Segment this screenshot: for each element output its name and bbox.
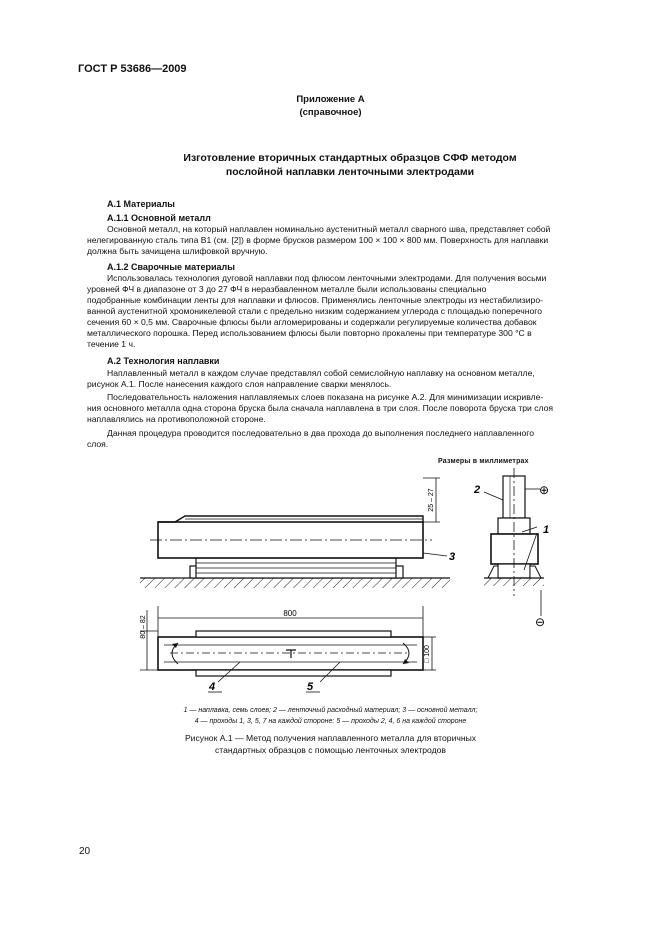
- label-4: 4: [209, 681, 216, 693]
- label-3: 3: [449, 551, 456, 563]
- end-support-right: [530, 566, 541, 578]
- dimension-length-text: 800: [283, 609, 297, 618]
- section-a11-heading: А.1.1 Основной металл: [107, 213, 211, 223]
- leader-3: [423, 553, 447, 556]
- section-a12-heading: А.1.2 Сварочные материалы: [107, 262, 235, 272]
- end-base-metal: [491, 534, 538, 564]
- text-line: ванной аустенитной хромоникелевой стали с предельно низким содержанием углерода с площадью поперечного: [87, 306, 543, 316]
- label-2: 2: [474, 484, 481, 496]
- figure-size-note: Размеры в миллиметрах: [438, 458, 529, 465]
- text-line: рисунок А.1. После нанесения каждого слоя направление сварки менялось.: [87, 379, 392, 389]
- figure-legend-line-1: 1 — наплавка, семь слоев; 2 — ленточный расходный материал; 3 — основной металл;: [183, 707, 478, 714]
- section-a1-heading: А.1 Материалы: [107, 199, 175, 209]
- text-line: Использовалась технология дуговой наплавки под флюсом ленточными электродами. Для получения восьми: [107, 273, 547, 283]
- dimension-width-text: □ 100: [424, 645, 431, 663]
- text-line: металлического порошка. Перед использованием флюсы были повторно прокалены при температуре 300 °С в: [87, 328, 532, 338]
- text-line: Последовательность наложения наплавляемых слоев показана на рисунке А.2. Для минимизации искривле-: [107, 392, 544, 402]
- end-support-left: [488, 566, 498, 578]
- text-line: подобранные комбинации ленты для наплавки и флюсов. Применялись ленточные электроды из нестабилизиро-: [87, 295, 543, 305]
- side-view: [140, 478, 455, 588]
- dimension-left-text: 80 – 82: [140, 615, 147, 639]
- text-line: течение 1 ч.: [87, 339, 136, 349]
- label-5: 5: [307, 681, 314, 693]
- text-line: нелегированную сталь типа В1 (см. [2]) в форме брусков размером 100 × 100 × 800 мм. Поверхность для наплавки: [87, 235, 549, 245]
- annex-title: Приложение А: [296, 94, 365, 105]
- figure-legend-line-2: 4 — проходы 1, 3, 5, 7 на каждой стороне: 5 — проходы 2, 4, 6 на каждой стороне: [194, 718, 467, 725]
- text-line: Основной металл, на который наплавлен номинально аустенитный металл сварного шва, представляет собой: [107, 224, 551, 234]
- plan-view: [140, 606, 436, 693]
- page-number: 20: [79, 846, 91, 857]
- annex-heading-line-2: послойной наплавки ленточными электродами: [225, 166, 475, 178]
- dimension-top-text: 25 – 27: [428, 488, 435, 512]
- text-line: Данная процедура проводится последовательно в два прохода до выполнения последнего наплавленного: [107, 428, 534, 438]
- end-view: [473, 468, 549, 629]
- section-a2-heading: А.2 Технология наплавки: [107, 356, 220, 366]
- figure-caption-line-1: Рисунок А.1 — Метод получения наплавленного металла для вторичных: [184, 733, 477, 743]
- annex-subtitle: (справочное): [299, 107, 362, 118]
- ground-hatch: [140, 578, 450, 588]
- plan-cladding-top: [196, 631, 391, 637]
- text-line: Наплавленный металл в каждом случае представлял собой семислойную наплавку на основном металле,: [107, 368, 535, 378]
- text-line: слоя.: [87, 439, 109, 449]
- leader-2: [484, 492, 503, 500]
- minus-symbol: ⊖: [535, 615, 546, 629]
- text-line: сечения 60 × 0,5 мм. Сварочные флюсы были агломерированы и содержали регулируемые количества добавок: [87, 317, 537, 327]
- plus-symbol: ⊕: [539, 483, 550, 497]
- text-line: наплавлялись на противоположной стороне.: [87, 414, 266, 424]
- document-id: ГОСТ Р 53686—2009: [78, 63, 187, 75]
- figure-caption-line-2: стандартных образцов с помощью ленточных электродов: [214, 745, 446, 755]
- text-line: ния основного металла одна сторона бруска была сначала наплавлена в три слоя. После поворота бруска три слоя: [87, 403, 554, 413]
- annex-heading-line-1: Изготовление вторичных стандартных образцов СФФ методом: [183, 152, 517, 164]
- text-line: должна быть зачищена шлифовкой вручную.: [87, 246, 268, 256]
- text-line: уровней ФЧ в диапазоне от 3 до 27 ФЧ в неразбавленном металле были использованы специально: [87, 284, 487, 294]
- label-1: 1: [543, 524, 550, 536]
